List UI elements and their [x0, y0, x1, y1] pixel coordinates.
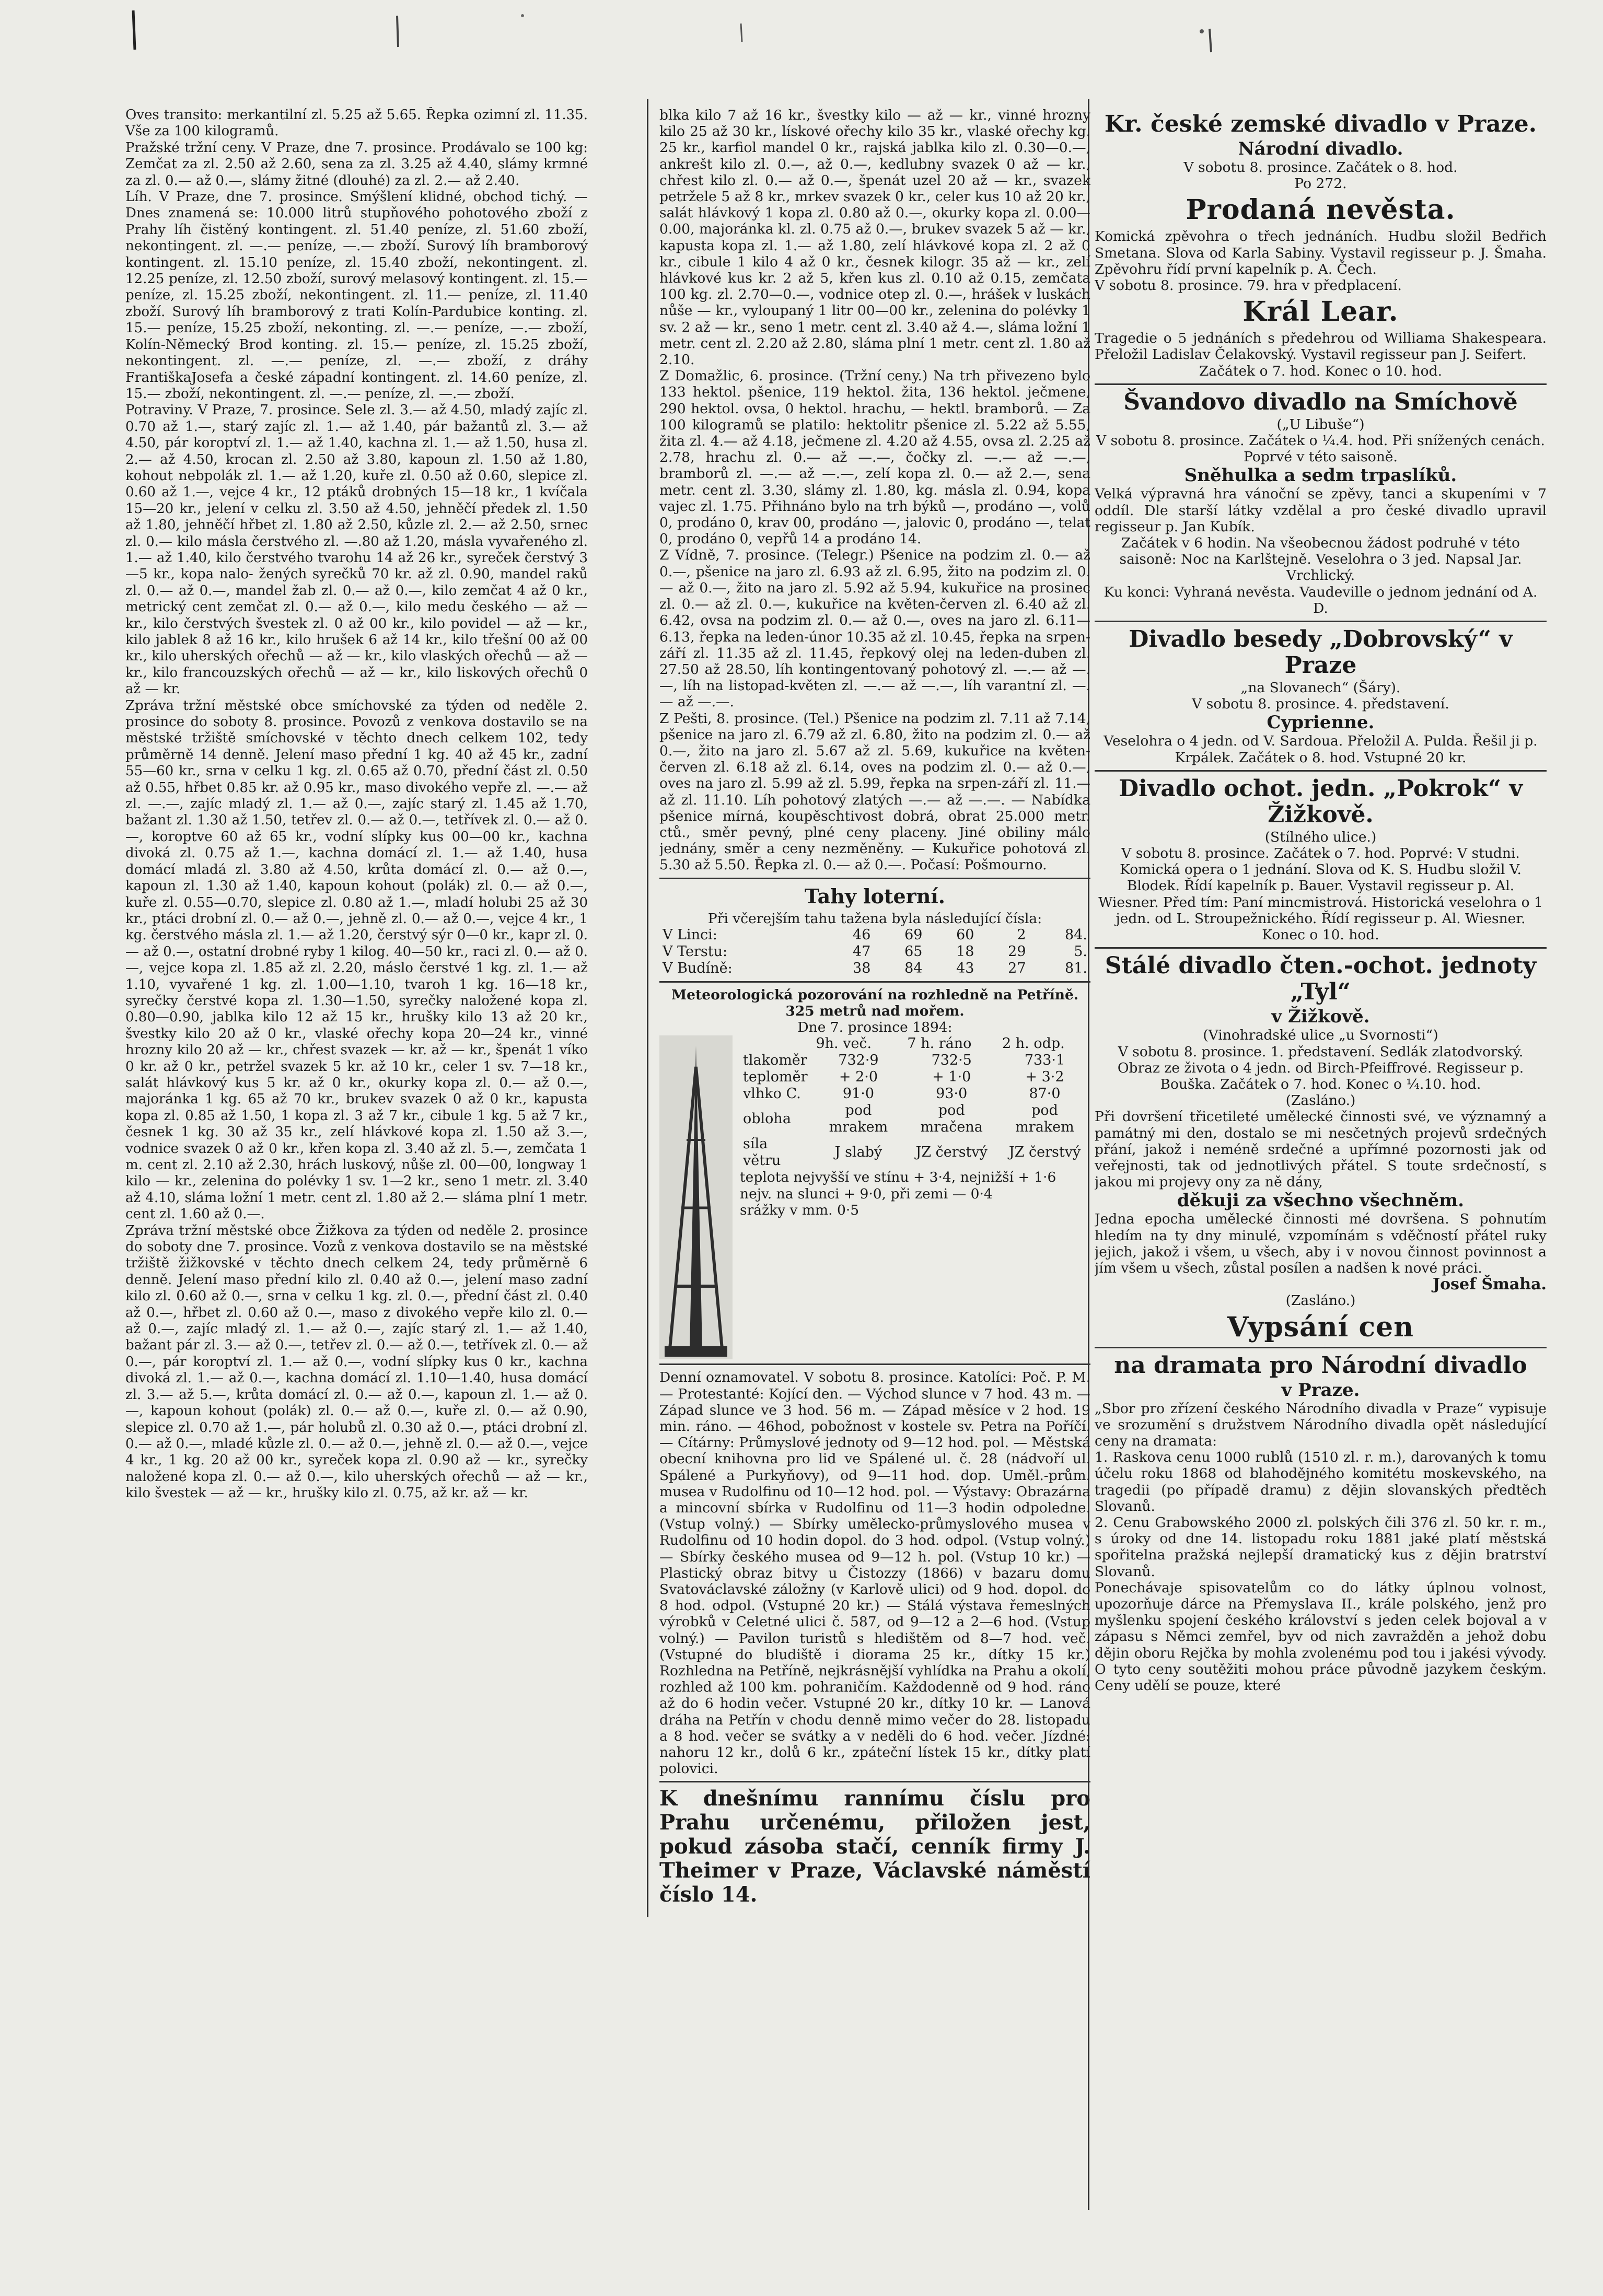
meteo-value: pod mračena	[920, 1102, 983, 1136]
article-oves: Oves transito: merkantilní zl. 5.25 až 5.65. Řepka ozimní zl. 11.35. Vše za 100 kilogramů.	[125, 107, 588, 139]
article-vienna: Z Vídně, 7. prosince. (Telegr.) Pšenice na podzim zl. 0.— až 0.—, pšenice na jaro zl. 6.93 až zl. 6.95, žito na podzim zl. 0.— až 0.—, žito na jaro zl. 5.92 až 5.94, kukuřice na prosinec zl. 0.— až zl. 0.—, kukuřice na květen-červen zl. 6.40 až zl. 6.42, ovsa na podzim zl. 0.— až 0.—, oves na jaro zl. 6.11—6.13, řepka na leden-únor 10.35 až zl. 10.45, řepka na srpen-září zl. 11.35 až zl. 11.45, řepkový olej na leden-duben zl. 27.50 až 28.50, líh kontingentovaný pohotový zl. —.— až —.—, líh na listopad-květen zl. —.— až —.—, líh varantní zl. —.— až —.—.	[659, 547, 1090, 710]
meteo-value: + 1·0	[932, 1069, 971, 1086]
listing-text: Cyprienne.	[1267, 712, 1375, 733]
meteo-precip-line: srážky v mm. 0·5	[740, 1202, 859, 1218]
meteo-column-header: 7 h. ráno	[907, 1035, 972, 1052]
column-market-reports	[125, 107, 588, 2218]
article-smichov-market: Zpráva tržní městské obce smíchovské za týden od neděle 2. prosince do soboty 8. prosince. Povozů z venkova dostavilo se na městské tržiště smíchovské v těchto dnech celkem 102, tedy průměrně 14 denně. Jelení maso přední 1 kg. 40 až 45 kr., zadní 55—60 kr., srna v celku 1 kg. zl. 0.65 až 0.70, přední část zl. 0.50 až 0.55, hřbet 0.85 kr. až 0.95 kr., maso divokého vepře zl. —.— až zl. —.—, zajíc mladý zl. 1.— až 0.—, zajíc starý zl. 1.45 až 1.70, bažant zl. 1.30 až 1.50, tetřev zl. 0.— až 0.—, tetřívek zl. 0.— až 0.—, koroptve 60 až 65 kr., vodní slípky kus 00—00 kr., kachna divoká zl. 0.75 až 1.—, kachna domácí zl. 1.— až 1.40, husa domácí mladá zl. 3.80 až 4.50, krůta domácí zl. 0.— až 0.—, kapoun zl. 1.30 až 1.40, kapoun kohout (polák) zl. 0.— až 0.—, kuře zl. 0.55—0.70, slepice zl. 0.80 až 1.—, mladí holubi 25 až 30 kr., ptáci drobní zl. 0.— až 0.—, jehně zl. 0.— až 0.—, vejce 4 kr., 1 kg. čerstvého másla zl. 1.— až 1.20, čerstvý sýr 0—0 kr., kapr zl. 0.— až 0.—, ostatní drobné ryby 1 kilog. 40—50 kr., raci zl. 0.— až 0.—, vejce kopa zl. 1.85 až zl. 2.20, máslo čerstvé 1 kg. zl. 1.— až 1.10, vyvařené 1 kg. zl. 1.00—1.10, tvaroh 1 kg. 16—18 kr., syrečky čerstvé kopa zl. 1.30—1.50, syrečky naložené kopa zl. 0.80—0.90, jablka kilo 12 až 15 kr., hrušky kilo 13 až 20 kr., švestky kilo 20 až 0 kr., vlaské ořechy kopa 20—24 kr., vinné hrozny kilo 20 až — kr., chřest svazek — kr. až — kr., špenát 1 víko 0 kr. až 0 kr., petržel svazek 5 kr. až 10 kr., celer 1 sv. 7—18 kr., salát hlávkový kus 5 kr. až 0 kr., okurky kopa zl. 0.— až 0.—, majoránka 1 kg. 65 až 70 kr., brukev svazek 0 až 0 kr., kapusta kopa zl. 0.85 až 1.50, 1 kopa zl. 3 až 7 kr., cibule 1 kg. 5 až 7 kr., česnek 1 kg. 30 až 35 kr., zelí hlávkové kopa zl. 1.50 až 3.—, vodnice svazek 0 až 0 kr., křen kopa zl. 3.40 až zl. 5.—, zemčata 1 m. cent zl. 2.10 až 2.30, hrách luskový, nůše zl. 00—00, longway 1 kilo — kr., zelenina do polévky 1 sv. 1—2 kr., seno 1 metr. zl. 3.40 až 4.10, sláma ložní 1 metr. cent zl. 1.80 až 2.— sláma plní 1 metr. cent zl. 1.60 až 0.—.	[125, 697, 588, 1222]
lottery-number: 38	[853, 960, 871, 976]
meteo-value: + 2·0	[839, 1069, 878, 1086]
lottery-number: 81.	[1065, 960, 1087, 976]
divider	[1095, 1347, 1547, 1348]
listing-text: Po 272.	[1294, 176, 1347, 192]
listing-text: V sobotu 8. prosince. Začátek o 8. hod.	[1183, 159, 1458, 176]
meteo-value: 87·0	[1029, 1086, 1061, 1102]
listing-text: (Zasláno.)	[1285, 1292, 1356, 1309]
lottery-number: 65	[904, 943, 923, 960]
meteo-label: teploměr	[743, 1069, 808, 1086]
lottery-row	[659, 943, 1090, 960]
meteo-value: 733·1	[1024, 1052, 1065, 1069]
listing-text: (Stílného ulice.)	[1264, 829, 1377, 845]
lottery-row	[659, 960, 1090, 977]
lottery-number: 47	[853, 943, 871, 960]
meteo-heading: Meteorologická pozorování na rozhledně na Petříně. 325 metrů nad mořem.	[671, 986, 1079, 1019]
meteo-value: pod mrakem	[1015, 1102, 1074, 1136]
play-title: Prodaná nevěsta.	[1186, 194, 1456, 226]
listing-text: „na Slovanech“ (Šáry).	[1240, 680, 1401, 696]
meteo-row	[740, 1102, 1090, 1136]
column-middle	[659, 107, 1090, 2218]
meteo-value: 93·0	[936, 1086, 968, 1102]
meteo-value: JZ čerstvý	[1008, 1144, 1081, 1161]
meteo-value: J slabý	[834, 1144, 882, 1161]
listing-text: V sobotu 8. prosince. 79. hra v předplacení.	[1095, 277, 1402, 294]
play-title: Král Lear.	[1242, 296, 1399, 328]
listing-text: v Praze.	[1281, 1379, 1360, 1401]
listing-text: Začátek o 7. hod. Konec o 10. hod.	[1199, 363, 1442, 379]
meteo-value: pod mrakem	[829, 1102, 888, 1136]
article-domazlice: Z Domažlic, 6. prosince. (Tržní ceny.) Na trh přivezeno bylo 133 hektol. pšenice, 119 hektol. žita, 136 hektol. ječmene, 290 hektol. ovsa, 0 hektol. hrachu, — hektl. bramborů. — Za 100 kilogramů se platilo: hektolitr pšenice zl. 5.22 až 5.55, žita zl. 4.— až 4.18, ječmene zl. 4.20 až 4.55, ovsa zl. 2.25 až 2.78, hrachu zl. 0.— až —.—, čočky zl. —.— až —.—, bramborů zl. —.— až —.—, zelí kopa zl. 0.— až 2.—, sena metr. cent zl. 3.30, slámy zl. 1.80, kg. másla zl. 0.94, kopa vajec zl. 1.75. Přihnáno bylo na trh býků —, prodáno —, volů 0, prodáno 0, krav 00, prodáno —, jalovic 0, prodáno —, telat 0, prodáno 0, vepřů 14 a prodáno 14.	[659, 368, 1090, 547]
meteo-row	[740, 1052, 1090, 1069]
divider	[659, 1363, 1090, 1365]
meteo-row	[740, 1086, 1090, 1102]
divider	[659, 878, 1090, 879]
listing-text: Komická zpěvohra o třech jednáních. Hudbu složil Bedřich Smetana. Slova od Karla Sabiny. Vystavil regisseur p. J. Šmaha. Zpěvohru řídí první kapelník p. A. Čech.	[1095, 228, 1547, 277]
article-potraviny: Potraviny. V Praze, 7. prosince. Sele zl. 3.— až 4.50, mladý zajíc zl. 0.70 až 1.—, starý zajíc zl. 1.— až 1.40, pár bažantů zl. 3.— až 4.50, pár koroptví zl. 1.— až 1.40, kachna zl. 1.— až 1.50, husa zl. 2.— až 4.50, krocan zl. 2.50 až 3.80, kapoun zl. 1.50 až 1.80, kohout nebpolák zl. 1.— až 1.20, kuře zl. 0.50 až 0.60, slepice zl. 0.60 až 1.—, vejce 4 kr., 12 ptáků drobných 15—18 kr., 1 kvíčala 15—20 kr., jelení v celku zl. 3.50 až 4.50, jehněčí předek zl. 1.50 až 1.80, jehněčí hřbet zl. 1.80 až 2.50, kůzle zl. 2.— až 2.50, srnec zl. 0.— kilo másla čerstvého zl. —.80 až 1.20, másla vyvařeného zl. 1.— až 1.40, kilo čerstvého tvarohu 14 až 26 kr., syreček čerstvý 3—5 kr., kopa nalo- žených syrečků 70 kr. až zl. 0.90, mandel raků zl. 0.— až 0.—, mandel žab zl. 0.— až 0.—, kilo zemčat 4 až 0 kr., metrický cent zemčat zl. 0.— až 0.—, kilo medu českého — až — kr., kilo čerstvých švestek zl. 0 až 00 kr., kilo povidel — až — kr., kilo jablek 8 až 16 kr., kilo hrušek 6 až 14 kr., kilo třešní 00 až 00 kr., kilo uherských ořechů — až — kr., kilo vlaských ořechů — až — kr., kilo francouzských ořechů — až — kr., kilo liskových ořechů 0 až — kr.	[125, 402, 588, 697]
listing-text: Ku konci: Vyhraná nevěsta. Vaudeville o jednom jednání od A. D.	[1103, 584, 1538, 616]
listing-text: 2. Cenu Grabowského 2000 zl. polských čili 376 zl. 50 kr. r. m., s úroky od dne 14. listopadu roku 1881 jaké platí městská spořitelna pražská nejlepší dramatický kus z dějin bratrství Slovanů.	[1095, 1514, 1547, 1580]
listing-text: V sobotu 8. prosince. Začátek o 7. hod. Poprvé: V studni. Komická opera o 1 jednání. Slova od K. S. Hudbu složil V. Blodek. Řídí kapelník p. Bauer. Vystavil regisseur p. Al. Wiesner. Před tím: Paní mincmistrová. Historická veselohra o 1 jedn. od L. Stroupežnického. Řídí regisseur p. Al. Wiesner. Konec o 10. hod.	[1098, 845, 1543, 943]
lottery-number: 69	[904, 926, 923, 943]
listing-text: Tragedie o 5 jednáních s předehrou od Williama Shakespeara. Přeložil Ladislav Čelakovský. Vystavil regisseur pan J. Seifert.	[1095, 330, 1547, 363]
play-title: Vypsání cen	[1227, 1311, 1414, 1343]
article-prague-prices: Pražské tržní ceny. V Praze, dne 7. prosince. Prodávalo se 100 kg: Zemčat za zl. 2.50 až 2.60, sena za zl. 3.25 až 4.40, slámy krmné za zl. 0.— až 0.—, slámy žitné (dlouhé) za zl. 2.— až 2.40.	[125, 139, 588, 189]
meteo-value: 91·0	[842, 1086, 874, 1102]
meteo-row	[740, 1136, 1090, 1169]
meteo-sun-line: nejv. na slunci + 9·0, při zemi — 0·4	[740, 1185, 993, 1202]
lottery-intro: Při včerejším tahu tažena byla následující čísla:	[707, 910, 1042, 927]
listing-text: Josef Šmaha.	[1432, 1275, 1547, 1294]
article-zizkov-market: Zpráva tržní městské obce Žižkova za týden od neděle 2. prosince do soboty dne 7. prosince. Vozů z venkova dostavilo se na městské tržiště žižkovské v těchto dnech celkem 24, tedy průměrně 6 denně. Jelení maso přední kilo zl. 0.40 až 0.—, jelení maso zadní kilo zl. 0.60 až 0.—, srna v celku 1 kg. zl. 0.—, přední část zl. 0.40 až 0.—, hřbet zl. 0.60 až 0.—, maso z divokého vepře kilo zl. 0.— až 0.—, zajíc mladý zl. 1.— až 0.—, zajíc starý zl. 1.— až 1.40, bažant pár zl. 3.— až 0.—, tetřev zl. 0.— až 0.—, tetřívek zl. 0.— až 0.—, pár koroptví zl. 1.— až 0.—, vodní slípky kus 0 kr., kachna divoká zl. 1.— až 0.—, kachna domácí zl. 1.10—1.40, husa domácí zl. 3.— až 5.—, krůta domácí zl. 0.— až 0.—, kapoun zl. 1.— až 0.—, kapoun kohout (polák) zl. 0.— až 0.—, kuře zl. 0.— až 0.90, slepice zl. 0.70 až 1.—, pár holubů zl. 0.30 až 0.—, ptáci drobní zl. 0.— až 0.—, mladé kůzle zl. 0.— až 0.—, jehně zl. 0.— až 0.—, vejce 4 kr., 1 kg. 20 až 00 kr., syreček kopa zl. 0.90 až — kr., syrečky naložené kopa zl. 0.— až 0.—, kilo uherských ořechů — až — kr., kilo švestek — až — kr., hrušky kilo zl. 0.75, až kr. až — kr.	[125, 1222, 588, 1501]
column-rule	[647, 99, 648, 1917]
listing-text: (Zasláno.)	[1285, 1092, 1356, 1109]
lottery-city: V Linci:	[663, 926, 717, 943]
meteo-table	[740, 1035, 1090, 1169]
daily-announcer: Denní oznamovatel. V sobotu 8. prosince. Katolíci: Poč. P. M. — Protestanté: Kojící den. — Východ slunce v 7 hod. 43 m. — Západ slunce ve 3 hod. 56 m. — Západ měsíce v 2 hod. 19 min. ráno. — 46hod, pobožnost v kostele sv. Petra na Poříčí. — Cítárny: Průmyslové jednoty od 9—12 hod. pol. — Městská obecní knihovna pro lid ve Spálené ul. č. 28 (nádvoří ul. Spálené a Purkyňovy), od 9—11 hod. dop. Uměl.-prům. musea v Rudolfinu od 10—12 hod. pol. — Výstavy: Obrazárna a mincovní sbírka v Rudolfinu od 11—3 hodin odpoledne. (Vstup volný.) — Sbírky umělecko-průmyslového musea v Rudolfinu od 10 hodin dopol. do 3 hod. odpol. (Vstup volný.) — Sbírky českého musea od 9—12 h. pol. (Vstup 10 kr.) — Plastický obraz bitvy u Čistozzy (1866) v bazaru domu Svatováclavské záložny (v Karlově ulici) od 9 hod. dopol. do 8 hod. odpol. (Vstupné 20 kr.) — Stálá výstava řemeslných výrobků v Celetné ulici č. 587, od 9—12 a 2—6 hod. (Vstup volný.) — Pavilon turistů s hledištěm od 8—7 hod. več. (Vstupné do bludiště i diorama 25 kr., dítky 15 kr.) Rozhledna na Petříně, nejkrásnější vyhlídka na Prahu a okolí, rozhled až 100 km. pohraničím. Každodenně od 9 hod. ráno až do 6 hodin večer. Vstupné 20 kr., dítky 10 kr. — Lanová dráha na Petřín v chodu denně mimo večer do 28. listopadu a 8 hod. večer se svátky a v neděli do 6 hod. večer. Jízdné: nahoru 12 kr., dolů 6 kr., zpáteční lístek 15 kr., dítky platí polovici.	[659, 1369, 1090, 1777]
listing-text: V sobotu 8. prosince. Začátek o ¼.4. hod. Při snížených cenách.	[1096, 433, 1545, 449]
listing-text: Ponechávaje spisovatelům co do látky úplnou volnost, upozorňuje dárce na Přemyslava II., krále polského, jenž pro myšlenku spojení českého království s jeden celek bojoval a v zápasu s Němci zemřel, byv od nich zavražděn a jehož dobu dějin oboru Rejčka by mohla zvolenému pod tou i jakési vývody. O tyto ceny soutěžiti mohou práce původně jazykem českým. Ceny udělí se pouze, které	[1095, 1579, 1547, 1694]
divider	[1095, 947, 1547, 949]
meteo-label: obloha	[743, 1111, 791, 1127]
divider	[1095, 770, 1547, 772]
article-pest: Z Pešti, 8. prosince. (Tel.) Pšenice na podzim zl. 7.11 až 7.14, pšenice na jaro zl. 6.79 až zl. 6.80, žito na podzim zl. 0.— až 0.—, žito na jaro zl. 5.67 až zl. 5.69, kukuřice na květen-červen zl. 6.18 až zl. 6.14, oves na podzim zl. 0.— až 0.—, oves na jaro zl. 5.99 až zl. 5.99, řepka na srpen-září zl. 11.— až zl. 11.10. Líh pohotový zlatých —.— až —.—. — Nabídka pšenice mírná, koupěschtivost dobrá, obrat 25.000 metr. ctů., směr pevný, plné ceny placeny. Jiné obiliny málo jednány, směr a ceny nezměněny. — Kukuřice pohotová zl. 5.30 až 5.50. Řepka zl. 0.— až 0.—. Počasí: Pošmourno.	[659, 710, 1090, 873]
listing-text: (Vinohradské ulice „u Svornosti“)	[1203, 1027, 1438, 1044]
theatre-heading: Stálé divadlo čten.-ochot. jednoty „Tyl“	[1105, 952, 1537, 1006]
meteo-value: 732·9	[838, 1052, 879, 1069]
meteo-label: tlakoměr	[743, 1052, 807, 1069]
lottery-city: V Budíně:	[663, 960, 733, 976]
listing-text: Velká výpravná hra vánoční se zpěvy, tanci a skupeními v 7 oddíl. Dle starší látky vzdělal a pro české divadlo upravil regisseur p. Jan Kubík.	[1095, 486, 1547, 535]
listing-text: Sněhulka a sedm trpaslíků.	[1184, 465, 1457, 486]
lottery-number: 2	[1017, 926, 1026, 943]
lottery-number: 18	[956, 943, 974, 960]
listing-text: Veselohra o 4 jedn. od V. Sardoua. Přeložil A. Pulda. Řešil ji p. Krpálek. Začátek o 8. hod. Vstupné 20 kr.	[1103, 733, 1538, 766]
lottery-number: 84.	[1065, 926, 1087, 943]
divider	[1095, 621, 1547, 622]
listing-text: Jedna epocha umělecké činnosti mé dovršena. S pohnutím hledím na ty dny minulé, vzpomínám s vděčností přátel ruky jejich, jakož i všem, u všech, aby i v novou činnost povinnost a jím všem u všech, zůstal posílen a nadšen k nové práci.	[1095, 1211, 1547, 1276]
listing-text: Poprvé v této saisoně.	[1244, 449, 1398, 465]
theatre-heading: Divadlo ochot. jedn. „Pokrok“ v Žižkově.	[1118, 775, 1523, 828]
lottery-table	[659, 927, 1090, 977]
meteo-label: síla větru	[743, 1136, 781, 1169]
divider	[659, 1781, 1090, 1782]
lottery-heading: Tahy loterní.	[804, 884, 946, 908]
theatre-heading: Kr. české zemské divadlo v Praze.	[1104, 111, 1537, 137]
listing-text: v Žižkově.	[1271, 1006, 1370, 1028]
meteo-column-header: 9h. več.	[816, 1035, 872, 1052]
divider	[1095, 383, 1547, 385]
meteo-date: Dne 7. prosince 1894:	[797, 1019, 952, 1036]
meteo-label: vlhko C.	[743, 1086, 801, 1102]
listing-text: („U Libuše“)	[1276, 416, 1365, 433]
lottery-row	[659, 927, 1090, 943]
meteo-value: JZ čerstvý	[915, 1144, 988, 1161]
article-continuation: blka kilo 7 až 16 kr., švestky kilo — až — kr., vinné hrozny kilo 25 až 30 kr., lískové ořechy kilo 35 kr., vlaské ořechy kg. 25 kr., karfiol mandel 0 kr., rajská jablka kilo zl. 0.30—0.—, ankrešt kilo zl. 0.—, až 0.—, kedlubny svazek 0 až — kr., chřest kilo zl. 0.— až 0.—, špenát uzel 20 až — kr., svazek petrželе 5 až 8 kr., mrkev svazek 0 kr., celer kus 10 až 20 kr., salát hlávkový 1 kopa zl. 0.80 až 0.—, okurky kopa zl. 0.00—0.00, majoránka kl. zl. 0.75 až 0.—, brukev svazek 5 až — kr., kapusta kopa zl. 1.— až 1.80, zelí hlávkové kopa zl. 2 až 0 kr., cibule 1 kilo 4 až 0 kr., česnek kilogr. 35 až — kr., zelí hlávkové kus kr. 2 až 5, křen kus zl. 0.10 až 0.15, zemčata 100 kg. zl. 2.70—0.—, vodnice otep zl. 0.—, hrášek v luskách nůše — kr., vyloupaný 1 litr 00—00 kr., zelenina do polévky 1 sv. 2 až — kr., seno 1 metr. cent zl. 3.40 až 4.—, sláma ložní 1 metr. cent zl. 2.20 až 2.80, sláma plní 1 metr. cent zl. 1.80 až 2.10.	[659, 107, 1090, 368]
lottery-number: 43	[956, 960, 974, 976]
meteo-value: + 3·2	[1025, 1069, 1064, 1086]
supplement-notice: K dnešnímu rannímu číslu pro Prahu určenému, přiložen jest, pokud zásoba stačí, cenník firmy J. Theimer v Praze, Václavské náměstí číslo 14.	[659, 1786, 1090, 1907]
listing-text: „Sbor pro zřízení českého Národního divadla v Praze“ vypisuje ve srozumění s družstvem Národního divadla opět následující ceny na dramata:	[1095, 1400, 1547, 1449]
lottery-number: 60	[956, 926, 974, 943]
meteo-temp-line: teplota nejvyšší ve stínu + 3·4, nejnižší + 1·6	[740, 1169, 1056, 1186]
article-lih: Líh. V Praze, dne 7. prosince. Smýšlení klidné, obchod tichý. — Dnes znamená se: 10.000 litrů stupňového pohotového zboží z Prahy líh čistěný kontingent. zl. 51.40 peníze, zl. 51.60 zboží, nekontingent. zl. —.— peníze, —.— zboží. Surový líh bramborový kontingent. zl. 15.10 peníze, zl. 15.40 zboží, nekontingent. zl. 12.25 peníze, zl. 12.50 zboží, surový melasový kontingent. zl. 15.— peníze, zl. 15.25 zboží, nekontingent. zl. 11.— peníze, zl. 11.40 zboží. Surový líh bramborový z trati Kolín-Pardubice konting. zl. 15.— peníze, 15.25 zboží, nekonting. zl. —.— peníze, —.— zboží, Kolín-Německý Brod konting. zl. 15.— peníze, zl. 15.25 zboží, nekontingent. zl. —.— peníze, zl. —.— zboží, z dráhy FrantiškaJosefa a české západní kontingent. zl. 14.60 peníze, zl. 15.— zboží, nekontingent. zl. —.— peníze, zl. —.— zboží.	[125, 189, 588, 402]
theatre-heading: na dramata pro Národní divadlo	[1114, 1351, 1527, 1379]
listing-text: Začátek v 6 hodin. Na všeobecnou žádost podruhé v této saisoně: Noc na Karlštejně. Veselohra o 3 jed. Napsal Jar. Vrchlický.	[1119, 535, 1522, 584]
lottery-number: 27	[1008, 960, 1026, 976]
listing-text: Při dovršení třicetileté umělecké činnosti své, ve významný a památný mi den, dostalo se mi nesčetných projevů srdečných přání, jakož i neméně srdečné a upřímné pozornosti jak od veřejnosti, tak od jednotlivých přátel. S toute srdečností, s jakou mi projevy ony za ně dány,	[1095, 1109, 1547, 1191]
lottery-number: 5.	[1074, 943, 1087, 960]
meteo-block	[659, 1035, 1090, 1359]
listing-text: V sobotu 8. prosince. 4. představení.	[1192, 696, 1449, 713]
lottery-number: 84	[904, 960, 923, 976]
listing-text: děkuji za všechno všechněm.	[1177, 1190, 1465, 1211]
theatre-heading: Švandovo divadlo na Smíchově	[1123, 388, 1518, 415]
lottery-number: 29	[1008, 943, 1026, 960]
meteo-column-header: 2 h. odp.	[1002, 1035, 1065, 1052]
lottery-number: 46	[853, 926, 871, 943]
theatre-heading: Divadlo besedy „Dobrovský“ v Praze	[1129, 626, 1513, 679]
meteo-row	[740, 1069, 1090, 1086]
lottery-city: V Terstu:	[663, 943, 728, 960]
listing-text: Národní divadlo.	[1238, 138, 1403, 159]
petrin-tower-illustration	[659, 1035, 733, 1359]
column-theatre	[1095, 107, 1547, 2218]
meteo-value: 732·5	[931, 1052, 972, 1069]
listing-text: V sobotu 8. prosince. 1. představení. Sedlák zlatodvorský. Obraz ze života o 4 jedn. od Birch-Pfeiffrové. Regisseur p. Bouška. Začátek o 7. hod. Konec o ¼.10. hod.	[1117, 1043, 1524, 1092]
divider	[659, 981, 1090, 983]
listing-text: 1. Raskova cenu 1000 rublů (1510 zl. r. m.), darovaných k tomu účelu roku 1868 od blahodějného komitétu moskevského, na tragedii (po případě dramu) z dějin slovanských předtěch Slovanů.	[1095, 1449, 1547, 1514]
